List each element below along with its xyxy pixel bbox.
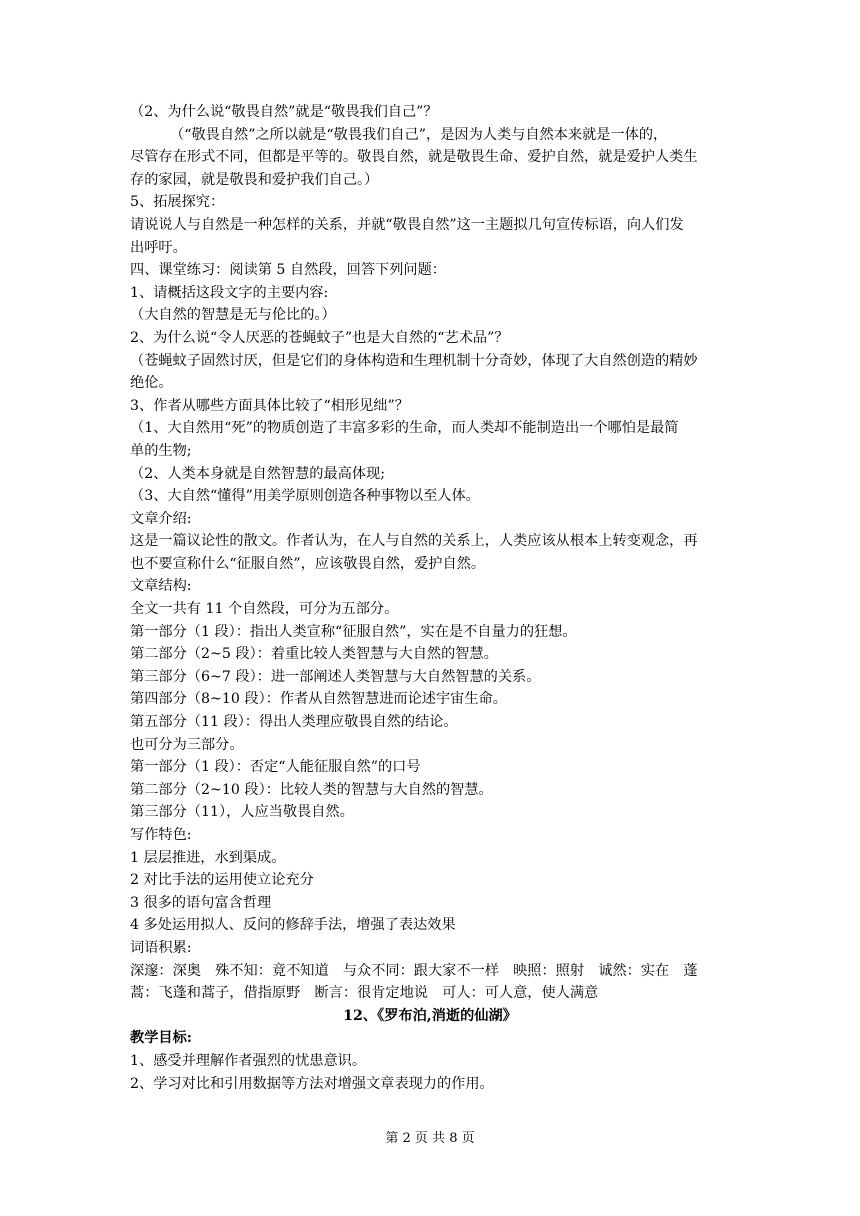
question-line: 3、作者从哪些方面具体比较了“相形见绌”？ bbox=[130, 397, 409, 414]
objective-item: 2、学习对比和引用数据等方法对增强文章表现力的作用。 bbox=[130, 1075, 494, 1092]
question-line: 1、请概括这段文字的主要内容: bbox=[130, 284, 329, 301]
vocabulary-line: 深邃：深奥 殊不知：竟不知道 与众不同：跟大家不一样 映照：照射 诚然：实在 蓬 bbox=[130, 962, 698, 979]
document-body bbox=[130, 101, 730, 1095]
vocabulary-line: 蒿：飞蓬和蒿子，借指原野 断言：很肯定地说 可人：可人意，使人满意 bbox=[130, 985, 599, 1002]
answer-line: （苍蝇蚊子固然讨厌，但是它们的身体构造和生理机制十分奇妙，体现了大自然创造的精妙 bbox=[130, 352, 698, 369]
text-line: 也可分为三部分。 bbox=[130, 736, 244, 753]
text-line: （“敬畏自然”之所以就是“敬畏我们自己”，是因为人类与自然本来就是一体的， bbox=[170, 126, 668, 143]
structure-line: 第二部分（2~5 段）：着重比较人类智慧与大自然的智慧。 bbox=[130, 646, 498, 663]
section-heading: 文章介绍: bbox=[130, 510, 192, 527]
text-line: 也不要宣称什么“征服自然”，应该敬畏自然，爱护自然。 bbox=[130, 555, 486, 572]
section-heading: 教学目标: bbox=[130, 1030, 192, 1047]
section-heading: 写作特色: bbox=[130, 827, 192, 843]
structure-line: 第五部分（11 段）：得出人类理应敬畏自然的结论。 bbox=[130, 714, 458, 731]
page-number: 第 2 页 共 8 页 bbox=[385, 1131, 475, 1146]
section-heading: 5、拓展探究： bbox=[130, 194, 225, 211]
text-line: 尽管存在形式不同，但都是平等的。敬畏自然，就是敬畏生命、爱护自然，就是爱护人类生 bbox=[130, 149, 698, 166]
lesson-title: 12、《罗布泊,消逝的仙湖》 bbox=[343, 1007, 517, 1024]
section-heading: 四、课堂练习：阅读第 5 自然段，回答下列问题： bbox=[130, 262, 446, 279]
answer-line: （3、大自然“懂得”用美学原则创造各种事物以至人体。 bbox=[130, 488, 480, 505]
objective-item: 1、感受并理解作者强烈的忧患意识。 bbox=[130, 1052, 367, 1069]
text-line: 全文一共有 11 个自然段，可分为五部分。 bbox=[130, 601, 399, 618]
section-heading: 词语积累: bbox=[130, 939, 192, 956]
text-line: （2、为什么说“敬畏自然”就是“敬畏我们自己”？ bbox=[130, 104, 438, 120]
answer-line: 单的生物; bbox=[130, 442, 192, 459]
answer-line: （1、大自然用“死”的物质创造了丰富多彩的生命，而人类却不能制造出一个哪怕是最简 bbox=[130, 420, 679, 437]
question-line: 2、为什么说“令人厌恶的苍蝇蚊子”也是大自然的“艺术品”？ bbox=[130, 329, 509, 346]
feature-item: 2 对比手法的运用使立论充分 bbox=[130, 872, 314, 889]
text-line: 请说说人与自然是一种怎样的关系，并就“敬畏自然”这一主题拟几句宣传标语，向人们发 bbox=[130, 216, 684, 233]
feature-item: 4 多处运用拟人、反问的修辞手法，增强了表达效果 bbox=[130, 917, 456, 934]
text-line: 出呼吁。 bbox=[130, 239, 187, 256]
structure-line: 第三部分（6~7 段）：进一部阐述人类智慧与大自然智慧的关系。 bbox=[130, 668, 541, 685]
structure-line: 第二部分（2~10 段）：比较人类的智慧与大自然的智慧。 bbox=[130, 781, 493, 798]
structure-line: 第一部分（1 段）：否定“人能征服自然”的口号 bbox=[130, 759, 421, 776]
answer-line: 绝伦。 bbox=[130, 375, 173, 392]
feature-item: 1 层层推进，水到渠成。 bbox=[130, 849, 286, 866]
section-heading: 文章结构: bbox=[130, 578, 192, 595]
answer-line: （2、人类本身就是自然智慧的最高体现; bbox=[130, 465, 385, 482]
text-line: 这是一篇议论性的散文。作者认为，在人与自然的关系上，人类应该从根本上转变观念，再 bbox=[130, 533, 698, 550]
structure-line: 第三部分（11），人应当敬畏自然。 bbox=[130, 804, 354, 821]
answer-line: （大自然的智慧是无与伦比的。） bbox=[130, 307, 336, 324]
structure-line: 第一部分（1 段）：指出人类宣称“征服自然”，实在是不自量力的狂想。 bbox=[130, 623, 577, 640]
feature-item: 3 很多的语句富含哲理 bbox=[130, 894, 272, 911]
structure-line: 第四部分（8~10 段）：作者从自然智慧进而论述宇宙生命。 bbox=[130, 691, 507, 708]
text-line: 存的家园，就是敬畏和爱护我们自己。） bbox=[130, 171, 379, 188]
